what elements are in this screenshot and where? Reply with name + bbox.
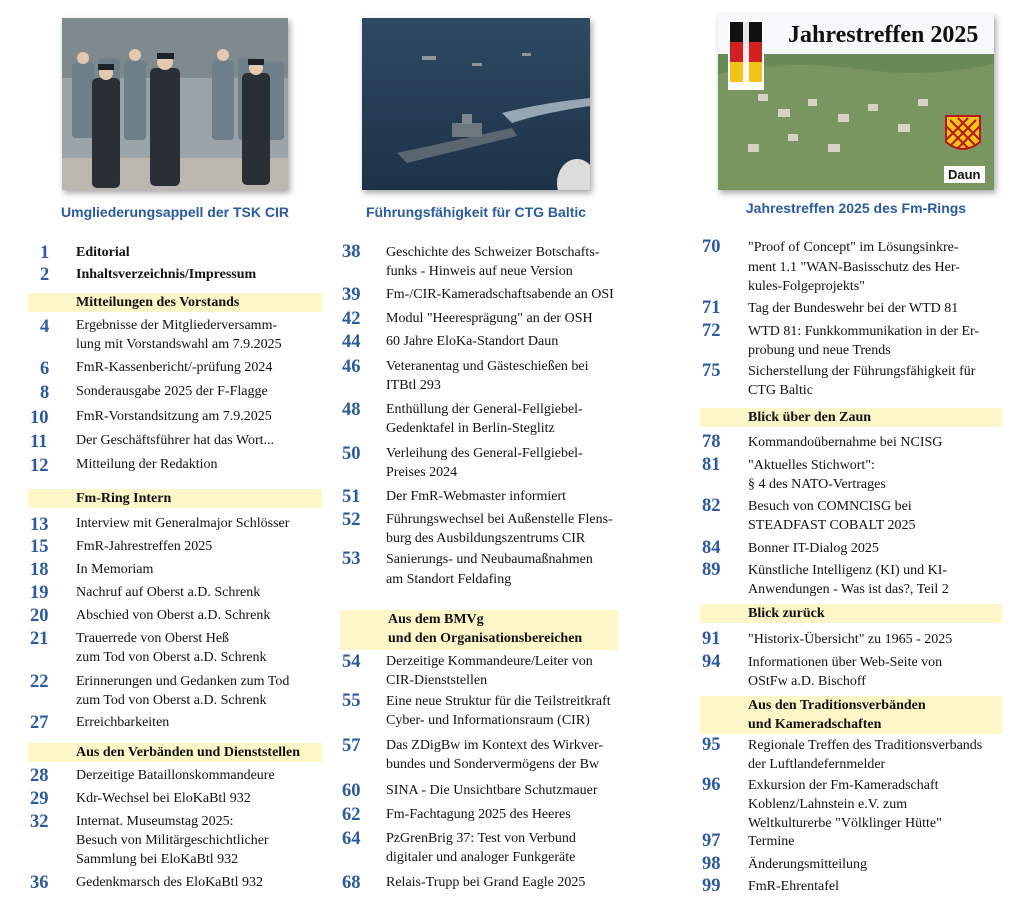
page-number: 50 xyxy=(342,444,361,464)
page-number: 64 xyxy=(342,829,361,849)
toc-entry[interactable]: Internat. Museumstag 2025: xyxy=(76,814,234,829)
toc-entry[interactable]: Künstliche Intelligenz (KI) und KI- xyxy=(748,563,948,578)
daun-tag: Daun xyxy=(944,166,985,183)
page-number: 22 xyxy=(30,672,49,692)
toc-entry[interactable]: ment 1.1 "WAN-Basisschutz des Her- xyxy=(748,260,960,275)
page-number: 28 xyxy=(30,766,49,786)
section-header: Blick über den Zaun xyxy=(700,408,1002,427)
page-number: 84 xyxy=(702,538,721,558)
page-number: 46 xyxy=(342,357,361,377)
section-header: Blick zurück xyxy=(700,604,1002,623)
toc-entry[interactable]: Informationen über Web-Seite von xyxy=(748,655,943,670)
warship-image xyxy=(362,18,590,190)
toc-entry[interactable]: FmR-Kassenbericht/-prüfung 2024 xyxy=(76,360,273,375)
toc-entry[interactable]: Fm-Fachtagung 2025 des Heeres xyxy=(386,807,571,822)
toc-entry[interactable]: Ergebnisse der Mitgliederversamm- xyxy=(76,318,278,333)
toc-entry[interactable]: Modul "Heeresprägung" an der OSH xyxy=(386,311,593,326)
photo-ctg-baltic xyxy=(362,18,590,190)
toc-entry[interactable]: Sammlung bei EloKaBtl 932 xyxy=(76,852,239,867)
toc-entry[interactable]: FmR-Ehrentafel xyxy=(748,879,839,894)
toc-entry[interactable]: Kommandoübernahme bei NCISG xyxy=(748,435,943,450)
toc-entry[interactable]: zum Tod von Oberst a.D. Schrenk xyxy=(76,650,267,665)
soldiers-image xyxy=(62,18,288,190)
section-header: Fm-Ring Intern xyxy=(28,489,322,508)
page-number: 53 xyxy=(342,549,361,569)
section-header: Aus den Verbänden und Dienststellen xyxy=(28,743,322,762)
toc-entry[interactable]: Koblenz/Lahnstein e.V. zum xyxy=(748,797,908,812)
page-number: 18 xyxy=(30,560,49,580)
toc-entry[interactable]: CIR-Dienststellen xyxy=(386,673,488,688)
page-number: 55 xyxy=(342,691,361,711)
toc-entry[interactable]: Derzeitige Kommandeure/Leiter von xyxy=(386,654,593,669)
toc-entry[interactable]: ITBtl 293 xyxy=(386,378,441,393)
toc-entry[interactable]: SINA - Die Unsichtbare Schutzmauer xyxy=(386,783,598,798)
toc-entry[interactable]: Der Geschäftsführer hat das Wort... xyxy=(76,433,275,448)
page-number: 44 xyxy=(342,332,361,352)
page-number: 75 xyxy=(702,361,721,381)
jahrestreffen-title: Jahrestreffen 2025 xyxy=(788,22,979,48)
photo-caption-jahrestreffen: Jahrestreffen 2025 des Fm-Rings xyxy=(745,200,967,216)
photo-umgliederungsappell xyxy=(62,18,288,190)
toc-entry[interactable]: probung und neue Trends xyxy=(748,343,891,358)
section-header: Aus dem BMVg und den Organisationsbereichen xyxy=(340,610,618,650)
page-number: 21 xyxy=(30,629,49,649)
page-number: 68 xyxy=(342,873,361,893)
page-number: 38 xyxy=(342,242,361,262)
page-number: 54 xyxy=(342,652,361,672)
page-number: 70 xyxy=(702,237,721,257)
page-number: 4 xyxy=(40,317,50,337)
page-number: 98 xyxy=(702,854,721,874)
toc-entry[interactable]: Besuch von Militärgeschichtlicher xyxy=(76,833,269,848)
toc-entry[interactable]: CTG Baltic xyxy=(748,383,813,398)
page-number: 95 xyxy=(702,735,721,755)
toc-entry[interactable]: Führungswechsel bei Außenstelle Flens- xyxy=(386,512,613,527)
toc-entry[interactable]: Sonderausgabe 2025 der F-Flagge xyxy=(76,384,268,399)
toc-entry[interactable]: OStFw a.D. Bischoff xyxy=(748,674,866,689)
page-number: 99 xyxy=(702,876,721,896)
toc-entry[interactable]: Anwendungen - Was ist das?, Teil 2 xyxy=(748,582,949,597)
page-number: 12 xyxy=(30,456,49,476)
toc-entry[interactable]: Inhaltsverzeichnis/Impressum xyxy=(76,267,257,282)
toc-entry[interactable]: Besuch von COMNCISG bei xyxy=(748,499,912,514)
page-number: 48 xyxy=(342,400,361,420)
photo-jahrestreffen xyxy=(718,14,994,190)
page-number: 78 xyxy=(702,432,721,452)
toc-entry[interactable]: Gedenktafel in Berlin-Steglitz xyxy=(386,421,555,436)
page-number: 81 xyxy=(702,455,721,475)
page-number: 13 xyxy=(30,515,49,535)
toc-entry[interactable]: "Historix-Übersicht" zu 1965 - 2025 xyxy=(748,632,953,647)
page-number: 89 xyxy=(702,560,721,580)
toc-entry[interactable]: Erreichbarkeiten xyxy=(76,715,170,730)
toc-entry[interactable]: Preises 2024 xyxy=(386,465,458,480)
toc-entry[interactable]: digitaler und analoger Funkgeräte xyxy=(386,850,576,865)
page-number: 32 xyxy=(30,812,49,832)
toc-entry[interactable]: § 4 des NATO-Vertrages xyxy=(748,477,886,492)
toc-entry[interactable]: Derzeitige Bataillonskommandeure xyxy=(76,768,275,783)
page-number: 1 xyxy=(40,243,50,263)
page-number: 8 xyxy=(40,383,50,403)
page-number: 71 xyxy=(702,298,721,318)
toc-entry[interactable]: WTD 81: Funkkommunikation in der Er- xyxy=(748,324,980,339)
page-number: 42 xyxy=(342,309,361,329)
page-number: 15 xyxy=(30,537,49,557)
toc-entry[interactable]: burg des Ausbildungszentrums CIR xyxy=(386,531,586,546)
toc-entry[interactable]: "Aktuelles Stichwort": xyxy=(748,458,875,473)
toc-entry[interactable]: zum Tod von Oberst a.D. Schrenk xyxy=(76,693,267,708)
toc-entry[interactable]: Fm-/CIR-Kameradschaftsabende an OSI xyxy=(386,287,614,302)
page-number: 27 xyxy=(30,713,49,733)
page-number: 97 xyxy=(702,831,721,851)
page-number: 2 xyxy=(40,265,50,285)
toc-entry[interactable]: Gedenkmarsch des EloKaBtl 932 xyxy=(76,875,264,890)
toc-entry[interactable]: "Proof of Concept" im Lösungsinkre- xyxy=(748,240,959,255)
toc-entry[interactable]: Erinnerungen und Gedanken zum Tod xyxy=(76,674,290,689)
toc-entry[interactable]: am Standort Feldafing xyxy=(386,572,512,587)
toc-entry[interactable]: Enthüllung der General-Fellgiebel- xyxy=(386,402,583,417)
toc-entry[interactable]: Eine neue Struktur für die Teilstreitkraft xyxy=(386,694,611,709)
toc-entry[interactable]: Geschichte des Schweizer Botschafts- xyxy=(386,245,600,260)
toc-entry[interactable]: Kdr-Wechsel bei EloKaBtl 932 xyxy=(76,791,251,806)
page-number: 72 xyxy=(702,321,721,341)
toc-entry[interactable]: 60 Jahre EloKa-Standort Daun xyxy=(386,334,559,349)
page-number: 62 xyxy=(342,805,361,825)
toc-entry[interactable]: Der FmR-Webmaster informiert xyxy=(386,489,567,504)
toc-entry[interactable]: Weltkulturerbe "Völklinger Hütte" xyxy=(748,816,942,831)
toc-entry[interactable]: Relais-Trupp bei Grand Eagle 2025 xyxy=(386,875,586,890)
toc-entry[interactable]: bundes und Sondervermögens der Bw xyxy=(386,757,600,772)
section-header: Mitteilungen des Vorstands xyxy=(28,293,322,312)
toc-entry[interactable]: Nachruf auf Oberst a.D. Schrenk xyxy=(76,585,261,600)
page-number: 29 xyxy=(30,789,49,809)
toc-entry[interactable]: Cyber- und Informationsraum (CIR) xyxy=(386,713,590,728)
toc-entry[interactable]: Exkursion der Fm-Kameradschaft xyxy=(748,778,939,793)
page-number: 91 xyxy=(702,629,721,649)
toc-entry[interactable]: Verleihung des General-Fellgiebel- xyxy=(386,446,583,461)
toc-entry[interactable]: STEADFAST COBALT 2025 xyxy=(748,518,916,533)
toc-entry[interactable]: Veteranentag und Gästeschießen bei xyxy=(386,359,589,374)
page-number: 6 xyxy=(40,359,50,379)
toc-entry[interactable]: funks - Hinweis auf neue Version xyxy=(386,264,573,279)
page-number: 52 xyxy=(342,510,361,530)
toc-entry[interactable]: der Luftlandefernmelder xyxy=(748,757,886,772)
toc-entry[interactable]: Änderungsmitteilung xyxy=(748,857,867,872)
page-number: 10 xyxy=(30,408,49,428)
toc-entry[interactable]: Abschied von Oberst a.D. Schrenk xyxy=(76,608,271,623)
photo-caption-ctg-baltic: Führungsfähigkeit für CTG Baltic xyxy=(365,204,587,220)
toc-entry[interactable]: lung mit Vorstandswahl am 7.9.2025 xyxy=(76,337,282,352)
toc-entry[interactable]: PzGrenBrig 37: Test von Verbund xyxy=(386,831,576,846)
crest-icon xyxy=(728,20,764,90)
page-number: 82 xyxy=(702,496,721,516)
page-number: 36 xyxy=(30,873,49,893)
page-number: 60 xyxy=(342,781,361,801)
toc-entry[interactable]: Trauerrede von Oberst Heß xyxy=(76,631,230,646)
toc-entry[interactable]: Termine xyxy=(748,834,795,849)
toc-entry[interactable]: Regionale Treffen des Traditionsverbands xyxy=(748,738,983,753)
toc-entry[interactable]: Mitteilung der Redaktion xyxy=(76,457,218,472)
toc-entry[interactable]: Interview mit Generalmajor Schlösser xyxy=(76,516,290,531)
toc-entry[interactable]: Bonner IT-Dialog 2025 xyxy=(748,541,879,556)
toc-entry[interactable]: Sicherstellung der Führungsfähigkeit für xyxy=(748,364,976,379)
page-number: 20 xyxy=(30,606,49,626)
page-number: 96 xyxy=(702,775,721,795)
toc-entry[interactable]: Tag der Bundeswehr bei der WTD 81 xyxy=(748,301,959,316)
page-number: 11 xyxy=(30,432,48,452)
toc-entry[interactable]: kules-Folgeprojekts" xyxy=(748,279,865,294)
daun-coat-of-arms-icon xyxy=(946,116,980,149)
toc-entry[interactable]: FmR-Jahrestreffen 2025 xyxy=(76,539,213,554)
section-header: Aus den Traditionsverbänden und Kameradschaften xyxy=(700,696,1002,734)
toc-entry[interactable]: Das ZDigBw im Kontext des Wirkver- xyxy=(386,738,604,753)
toc-entry[interactable]: FmR-Vorstandsitzung am 7.9.2025 xyxy=(76,409,272,424)
photo-caption-umgliederungsappell: Umgliederungsappell der TSK CIR xyxy=(61,204,289,220)
page-number: 19 xyxy=(30,583,49,603)
page-number: 57 xyxy=(342,736,361,756)
toc-entry[interactable]: Sanierungs- und Neubaumaßnahmen xyxy=(386,552,593,567)
page-number: 39 xyxy=(342,285,361,305)
page-number: 51 xyxy=(342,487,361,507)
toc-entry[interactable]: Editorial xyxy=(76,245,130,260)
toc-entry[interactable]: In Memoriam xyxy=(76,562,154,577)
page-number: 94 xyxy=(702,652,721,672)
